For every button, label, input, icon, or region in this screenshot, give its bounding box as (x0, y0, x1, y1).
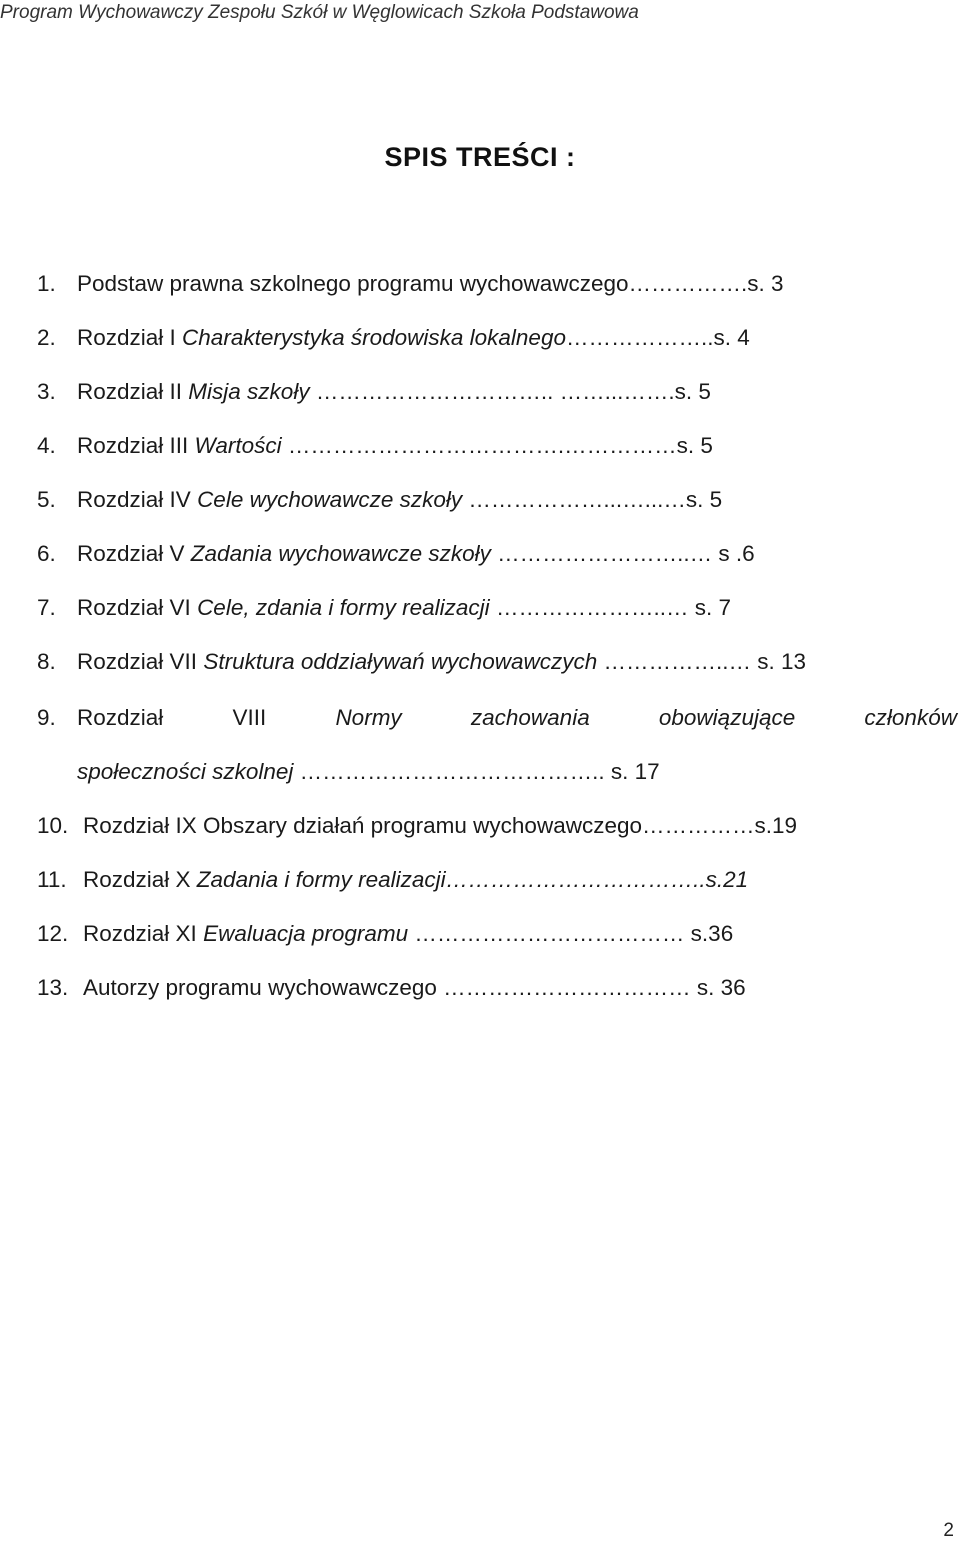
entry-leader: ……………………………….……………s. 5 (281, 433, 713, 458)
toc-entry[interactable] (37, 484, 957, 516)
entry-number: 6. (37, 541, 56, 566)
entry-text: Rozdział VI (77, 595, 198, 620)
entry-text: Rozdział I (77, 325, 183, 350)
entry-text: Rozdział IX Obszary działań programu wychowawczego (83, 813, 642, 838)
entry-text: Rozdział III (77, 433, 195, 458)
entry-number: 7. (37, 595, 56, 620)
entry-number: 12. (37, 921, 69, 946)
toc-entry[interactable] (37, 702, 957, 784)
entry-title: Misja szkoły (188, 379, 310, 404)
entry-leader: ……………………………..s.21 (445, 867, 749, 892)
entry-leader: …………………………… s. 36 (443, 975, 746, 1000)
toc-entry[interactable] (37, 646, 957, 678)
entry-number: 3. (37, 379, 56, 404)
entry-title: Struktura oddziaływań wychowawczych (203, 649, 598, 674)
entry-leader: ………………..s. 4 (565, 325, 750, 350)
entry-text: Rozdział V (77, 541, 191, 566)
entry-title: Zadania wychowawcze szkoły (190, 541, 491, 566)
toc-entry[interactable] (37, 268, 957, 300)
toc-entry[interactable] (37, 430, 957, 462)
entry-title: Charakterystyka środowiska lokalnego (182, 325, 566, 350)
entry-word: Rozdział (77, 705, 164, 730)
entry-word: VIII (232, 705, 267, 730)
entry-leader: ……………………………… s.36 (408, 921, 734, 946)
entry-text: Autorzy programu wychowawczego (83, 975, 444, 1000)
entry-leader: ……………s.19 (642, 813, 798, 838)
entry-word: Normy (335, 705, 402, 730)
entry-word: zachowania (470, 705, 590, 730)
entry-text: Rozdział X (83, 867, 197, 892)
entry-number: 11. (37, 867, 67, 892)
entry-number: 1. (37, 271, 56, 296)
entry-title: Ewaluacja programu (203, 921, 409, 946)
entry-number: 13. (37, 975, 69, 1000)
entry-leader: …………….s. 3 (628, 271, 784, 296)
toc-entry[interactable] (37, 322, 957, 354)
entry-leader: ……………..… s. 13 (597, 649, 807, 674)
toc-entry[interactable] (37, 538, 957, 570)
toc-entry[interactable] (37, 376, 957, 408)
entry-leader: ………………………….. ……...…….s. 5 (309, 379, 711, 404)
page-number: 2 (943, 1520, 954, 1541)
entry-text: Rozdział XI (83, 921, 204, 946)
entry-text: Rozdział II (77, 379, 189, 404)
toc-entry[interactable] (37, 972, 957, 1004)
entry-text: Rozdział VII (77, 649, 204, 674)
entry-number: 2. (37, 325, 56, 350)
entry-line-1 (37, 702, 957, 734)
toc-title: SPIS TREŚCI : (384, 142, 576, 172)
entry-title: Zadania i formy realizacji (196, 867, 446, 892)
entry-number: 4. (37, 433, 56, 458)
entry-number: 10. (37, 813, 69, 838)
entry-line-2 (77, 756, 660, 788)
entry-text: Rozdział IV (77, 487, 198, 512)
entry-title: społeczności szkolnej (77, 759, 294, 784)
entry-leader: ………………...…...…s. 5 (462, 487, 723, 512)
entry-number: 9. (37, 705, 56, 730)
running-header (0, 0, 960, 30)
running-header-text: Program Wychowawczy Zespołu Szkół w Węglowicach Szkoła Podstawowa (0, 2, 639, 23)
entry-text: Podstaw prawna szkolnego programu wychowawczego (77, 271, 629, 296)
toc-entry[interactable] (37, 592, 957, 624)
toc-entry[interactable] (37, 810, 957, 842)
toc-entry[interactable] (37, 918, 957, 950)
entry-word: obowiązujące (658, 705, 796, 730)
toc-entry[interactable] (37, 864, 957, 896)
entry-leader: ………………………………….. s. 17 (293, 759, 660, 784)
entry-number: 5. (37, 487, 56, 512)
entry-title: Cele wychowawcze szkoły (197, 487, 463, 512)
entry-leader: ……………………..… s .6 (490, 541, 755, 566)
entry-number: 8. (37, 649, 56, 674)
entry-leader: …………………..… s. 7 (489, 595, 731, 620)
entry-word: członków (864, 705, 957, 730)
entry-title: Cele, zdania i formy realizacji (197, 595, 490, 620)
entry-title: Wartości (194, 433, 282, 458)
